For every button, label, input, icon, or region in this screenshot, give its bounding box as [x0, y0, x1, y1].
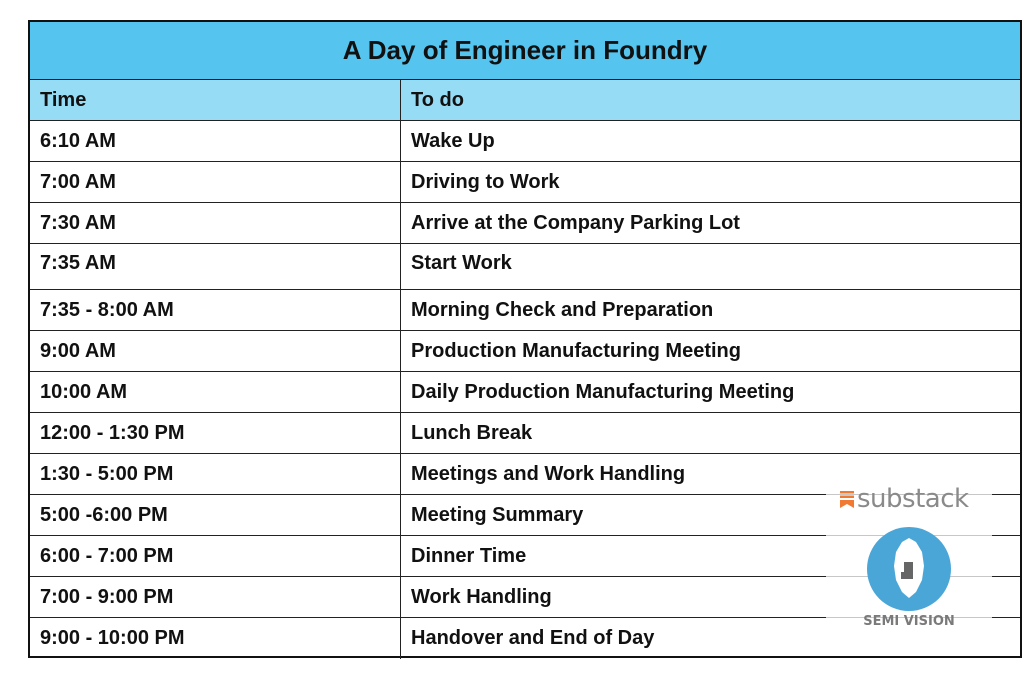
table-row [30, 331, 1020, 372]
time-cell: 5:00 -6:00 PM [30, 495, 401, 535]
todo-cell: Driving to Work [411, 170, 560, 193]
todo-cell: Daily Production Manufacturing Meeting [411, 380, 795, 403]
time-cell: 1:30 - 5:00 PM [30, 454, 401, 494]
time-cell: 7:35 - 8:00 AM [30, 290, 401, 330]
header-todo: To do [411, 88, 464, 111]
todo-cell: Lunch Break [411, 421, 533, 444]
time-cell: 7:30 AM [30, 203, 401, 243]
table-row [30, 372, 1020, 413]
time-cell: 9:00 - 10:00 PM [30, 618, 401, 659]
substack-brand [840, 484, 969, 514]
time-cell: 12:00 - 1:30 PM [30, 413, 401, 453]
todo-cell: Start Work [411, 252, 512, 274]
table-row [30, 244, 1020, 290]
todo-cell: Meetings and Work Handling [411, 462, 686, 485]
todo-cell: Production Manufacturing Meeting [411, 339, 741, 362]
todo-cell: Wake Up [411, 129, 495, 152]
table-row [30, 121, 1020, 162]
time-cell: 7:00 AM [30, 162, 401, 202]
todo-cell: Handover and End of Day [411, 627, 655, 649]
table-title-bar [30, 22, 1020, 80]
table-row [30, 290, 1020, 331]
time-cell: 7:00 - 9:00 PM [30, 577, 401, 617]
table-header-row [30, 80, 1020, 121]
semi-vision-caption: SEMI VISION [863, 614, 955, 629]
header-time: Time [30, 80, 401, 120]
time-cell: 9:00 AM [30, 331, 401, 371]
todo-cell: Morning Check and Preparation [411, 298, 714, 321]
todo-cell: Dinner Time [411, 544, 527, 567]
time-cell: 10:00 AM [30, 372, 401, 412]
table-row [30, 413, 1020, 454]
todo-cell: Work Handling [411, 585, 552, 608]
table-row [30, 162, 1020, 203]
table-row [30, 203, 1020, 244]
semi-vision-logo-icon [866, 526, 952, 612]
time-cell: 6:10 AM [30, 121, 401, 161]
todo-cell: Meeting Summary [411, 503, 584, 526]
table-title: A Day of Engineer in Foundry [342, 35, 708, 65]
time-cell: 6:00 - 7:00 PM [30, 536, 401, 576]
time-cell: 7:35 AM [30, 244, 401, 289]
substack-logo-icon [840, 491, 854, 508]
substack-wordmark: substack [857, 484, 969, 514]
watermark [826, 484, 992, 630]
todo-cell: Arrive at the Company Parking Lot [411, 211, 740, 234]
